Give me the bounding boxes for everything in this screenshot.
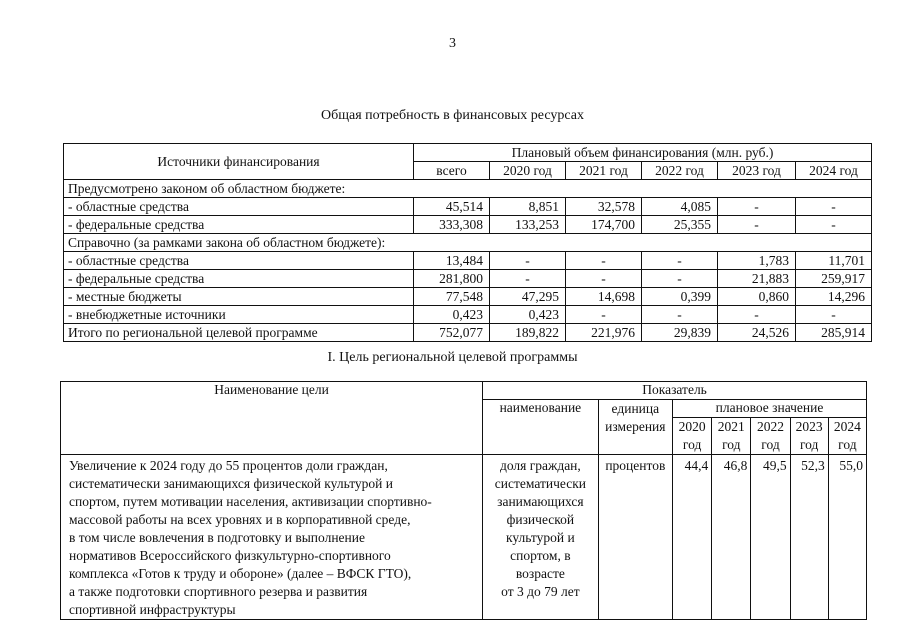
unit-value: процентов [598,455,672,620]
cell: 32,578 [566,198,642,216]
goal-line: спортивной инфраструктуры [69,602,236,617]
goal-table-title: I. Цель региональной целевой программы [327,350,578,365]
goal-line: комплекса «Готов к труду и обороне» (далее – ВФСК ГТО), [69,566,412,581]
year-suffix: год [682,437,702,452]
unit-header-line: измерения [605,419,666,434]
cell: 333,308 [414,216,490,234]
indicator-line: возрасте [515,566,565,581]
goal-line: Увеличение к 2024 году до 55 процентов доли граждан, [69,458,388,473]
cell: - [718,306,796,324]
year-label: 2023 [795,419,823,434]
cell: - [566,270,642,288]
cell: - [796,306,872,324]
table-row [64,252,872,270]
cell: - [566,252,642,270]
indicator-line: систематически [494,476,586,491]
planned-value: 49,5 [751,455,790,620]
cell: 11,701 [796,252,872,270]
unit-header-line: единица [611,401,660,416]
year-header [673,418,712,455]
cell: 752,077 [414,324,490,342]
row-label: - внебюджетные источники [64,306,414,324]
cell: 259,917 [796,270,872,288]
cell: - [796,216,872,234]
year-label: 2022 [756,419,784,434]
year-header [712,418,751,455]
indicator-line: культурой и [506,530,575,545]
cell: 13,484 [414,252,490,270]
cell: 4,085 [642,198,718,216]
cell: 25,355 [642,216,718,234]
row-label: - федеральные средства [64,216,414,234]
goal-line: спортом, путем мотивации населения, активизации спортивно- [69,494,432,509]
cell: - [642,270,718,288]
year-header [751,418,790,455]
finance-table [63,143,872,342]
year-label: 2020 [678,419,706,434]
cell: 0,423 [490,306,566,324]
indicator-header: Показатель [483,382,867,400]
cell: 174,700 [566,216,642,234]
cell: 29,839 [642,324,718,342]
cell: - [718,216,796,234]
page-number: 3 [449,36,456,51]
goal-line: в том числе вовлечения в подготовку и выполнение [69,530,365,545]
year-label: 2021 [717,419,745,434]
planned-value: 52,3 [790,455,828,620]
cell: 8,851 [490,198,566,216]
indicator-line: спортом, в [510,548,571,563]
year-suffix: год [838,437,857,452]
col-header: 2024 год [796,162,872,180]
year-header [790,418,828,455]
row-label: - областные средства [64,252,414,270]
table-row [64,288,872,306]
table-row [64,270,872,288]
cell: 47,295 [490,288,566,306]
row-label: - федеральные средства [64,270,414,288]
cell: 0,860 [718,288,796,306]
cell: 1,783 [718,252,796,270]
goal-description [61,455,483,620]
cell: 0,399 [642,288,718,306]
goal-line: массовой работы на всех уровнях и в корпоративной среде, [69,512,411,527]
cell: - [566,306,642,324]
indicator-line: доля граждан, [499,458,581,473]
planned-value: 46,8 [712,455,751,620]
goal-line: систематически занимающихся физической культурой и [69,476,394,491]
planned-value: 44,4 [673,455,712,620]
row-label: - областные средства [64,198,414,216]
row-label: - местные бюджеты [64,288,414,306]
planned-header: Плановый объем финансирования (млн. руб.) [414,144,872,162]
cell: 281,800 [414,270,490,288]
cell: 21,883 [718,270,796,288]
total-row [64,324,872,342]
cell: - [490,270,566,288]
goal-row [61,455,867,620]
cell: 285,914 [796,324,872,342]
planned-value-header: плановое значение [673,400,867,418]
indicator-line: физической [506,512,575,527]
table-row [64,216,872,234]
section-heading: Предусмотрено законом об областном бюджете: [64,180,872,198]
cell: 24,526 [718,324,796,342]
year-header [828,418,866,455]
cell: 77,548 [414,288,490,306]
goal-name-header: Наименование цели [61,382,483,455]
name-header: наименование [483,400,599,455]
year-suffix: год [799,437,819,452]
planned-value: 55,0 [828,455,866,620]
col-header: всего [414,162,490,180]
cell: - [642,252,718,270]
cell: - [796,198,872,216]
unit-header [598,400,672,455]
col-header: 2021 год [566,162,642,180]
finance-table-title: Общая потребность в финансовых ресурсах [321,108,584,123]
col-header: 2020 год [490,162,566,180]
row-label: Итого по региональной целевой программе [64,324,414,342]
goal-line: нормативов Всероссийского физкультурно-спортивного [69,548,391,563]
cell: 0,423 [414,306,490,324]
cell: 133,253 [490,216,566,234]
table-row [64,198,872,216]
sources-header: Источники финансирования [64,144,414,180]
indicator-line: от 3 до 79 лет [501,584,580,599]
cell: - [642,306,718,324]
cell: 14,296 [796,288,872,306]
cell: 221,976 [566,324,642,342]
cell: - [490,252,566,270]
col-header: 2023 год [718,162,796,180]
cell: 14,698 [566,288,642,306]
cell: 45,514 [414,198,490,216]
year-label: 2024 [833,419,861,434]
cell: - [718,198,796,216]
col-header: 2022 год [642,162,718,180]
indicator-name [483,455,599,620]
cell: 189,822 [490,324,566,342]
year-suffix: год [722,437,741,452]
goal-line: а также подготовки спортивного резерва и развития [69,584,368,599]
goal-table [60,381,867,620]
table-row [64,306,872,324]
section-heading: Справочно (за рамками закона об областном бюджете): [64,234,872,252]
indicator-line: занимающихся [497,494,584,509]
year-suffix: год [761,437,780,452]
